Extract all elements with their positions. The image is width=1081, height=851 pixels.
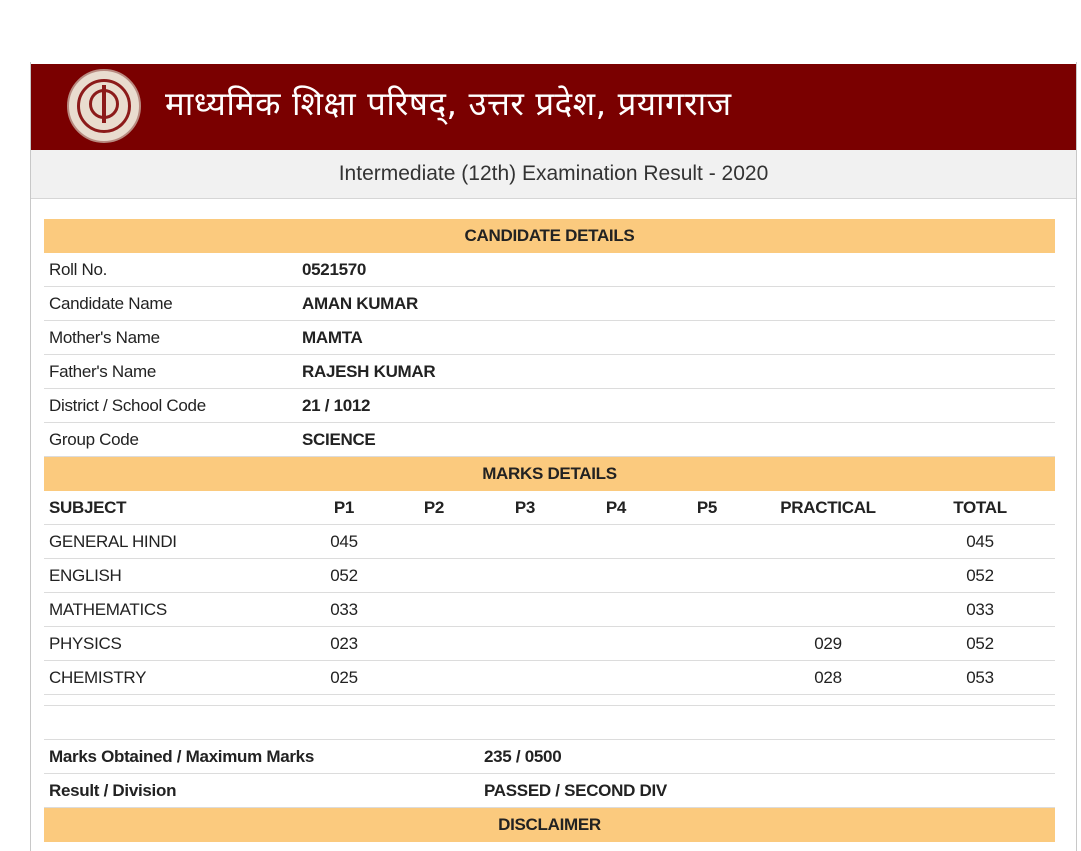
candidate-detail-value: RAJESH KUMAR xyxy=(302,362,436,381)
marks-table-row xyxy=(44,661,1055,695)
candidate-detail-value: 21 / 1012 xyxy=(302,396,371,415)
blank-row xyxy=(44,706,1055,740)
col-p1-cell: 045 xyxy=(330,532,358,551)
header-banner xyxy=(31,64,1076,150)
col-subject-cell: ENGLISH xyxy=(49,566,122,585)
candidate-details-list xyxy=(44,253,1055,457)
candidate-detail-row xyxy=(44,287,1055,321)
marks-details-header: MARKS DETAILS xyxy=(44,457,1055,491)
col-p2-header: P2 xyxy=(423,498,445,517)
col-practical-cell: 028 xyxy=(814,668,842,687)
col-p1-cell: 052 xyxy=(330,566,358,585)
candidate-detail-value: SCIENCE xyxy=(302,430,376,449)
marks-table-row xyxy=(44,627,1055,661)
candidate-detail-label: Father's Name xyxy=(49,362,157,381)
marks-summary-row xyxy=(44,740,1055,774)
candidate-detail-label: District / School Code xyxy=(49,396,206,415)
col-total-cell: 033 xyxy=(966,600,994,619)
col-p1-cell: 033 xyxy=(330,600,358,619)
col-practical-header: PRACTICAL xyxy=(780,498,876,517)
candidate-detail-row xyxy=(44,423,1055,457)
board-emblem-icon xyxy=(67,69,141,143)
candidate-detail-label: Roll No. xyxy=(49,260,108,279)
col-p1-cell: 025 xyxy=(330,668,358,687)
marks-table-row xyxy=(44,593,1055,627)
col-subject-cell: GENERAL HINDI xyxy=(49,532,177,551)
marks-table-row xyxy=(44,525,1055,559)
col-subject-header: SUBJECT xyxy=(49,498,127,517)
marks-summary-label: Marks Obtained / Maximum Marks xyxy=(49,747,314,766)
candidate-detail-label: Candidate Name xyxy=(49,294,173,313)
marks-table-row xyxy=(44,559,1055,593)
col-total-cell: 052 xyxy=(966,566,994,585)
col-p5-header: P5 xyxy=(696,498,718,517)
col-total-cell: 053 xyxy=(966,668,994,687)
col-total-cell: 052 xyxy=(966,634,994,653)
result-value: PASSED / SECOND DIV xyxy=(484,781,667,800)
result-row xyxy=(44,774,1055,808)
disclaimer-header: DISCLAIMER xyxy=(44,808,1055,842)
col-p4-header: P4 xyxy=(605,498,627,517)
candidate-detail-value: 0521570 xyxy=(302,260,367,279)
col-total-header: TOTAL xyxy=(953,498,1007,517)
candidate-detail-value: AMAN KUMAR xyxy=(302,294,418,313)
col-total-cell: 045 xyxy=(966,532,994,551)
col-p1-header: P1 xyxy=(333,498,355,517)
result-page xyxy=(30,62,1077,851)
result-label: Result / Division xyxy=(49,781,177,800)
candidate-detail-row xyxy=(44,389,1055,423)
col-p3-header: P3 xyxy=(514,498,536,517)
col-p1-cell: 023 xyxy=(330,634,358,653)
candidate-details-header: CANDIDATE DETAILS xyxy=(44,219,1055,253)
col-subject-cell: CHEMISTRY xyxy=(49,668,147,687)
marks-summary-value: 235 / 0500 xyxy=(484,747,562,766)
candidate-detail-label: Group Code xyxy=(49,430,139,449)
marks-table-header xyxy=(44,491,1055,525)
candidate-detail-row xyxy=(44,321,1055,355)
candidate-detail-label: Mother's Name xyxy=(49,328,160,347)
col-subject-cell: PHYSICS xyxy=(49,634,122,653)
candidate-detail-row xyxy=(44,253,1055,287)
col-subject-cell: MATHEMATICS xyxy=(49,600,167,619)
candidate-detail-row xyxy=(44,355,1055,389)
marks-table-body xyxy=(44,525,1055,695)
result-content xyxy=(44,219,1055,842)
board-title: माध्यमिक शिक्षा परिषद्, उत्तर प्रदेश, प्रयागराज xyxy=(165,84,732,123)
col-practical-cell: 029 xyxy=(814,634,842,653)
candidate-detail-value: MAMTA xyxy=(302,328,363,347)
table-divider xyxy=(44,695,1055,706)
exam-title: Intermediate (12th) Examination Result - 2020 xyxy=(31,150,1076,199)
